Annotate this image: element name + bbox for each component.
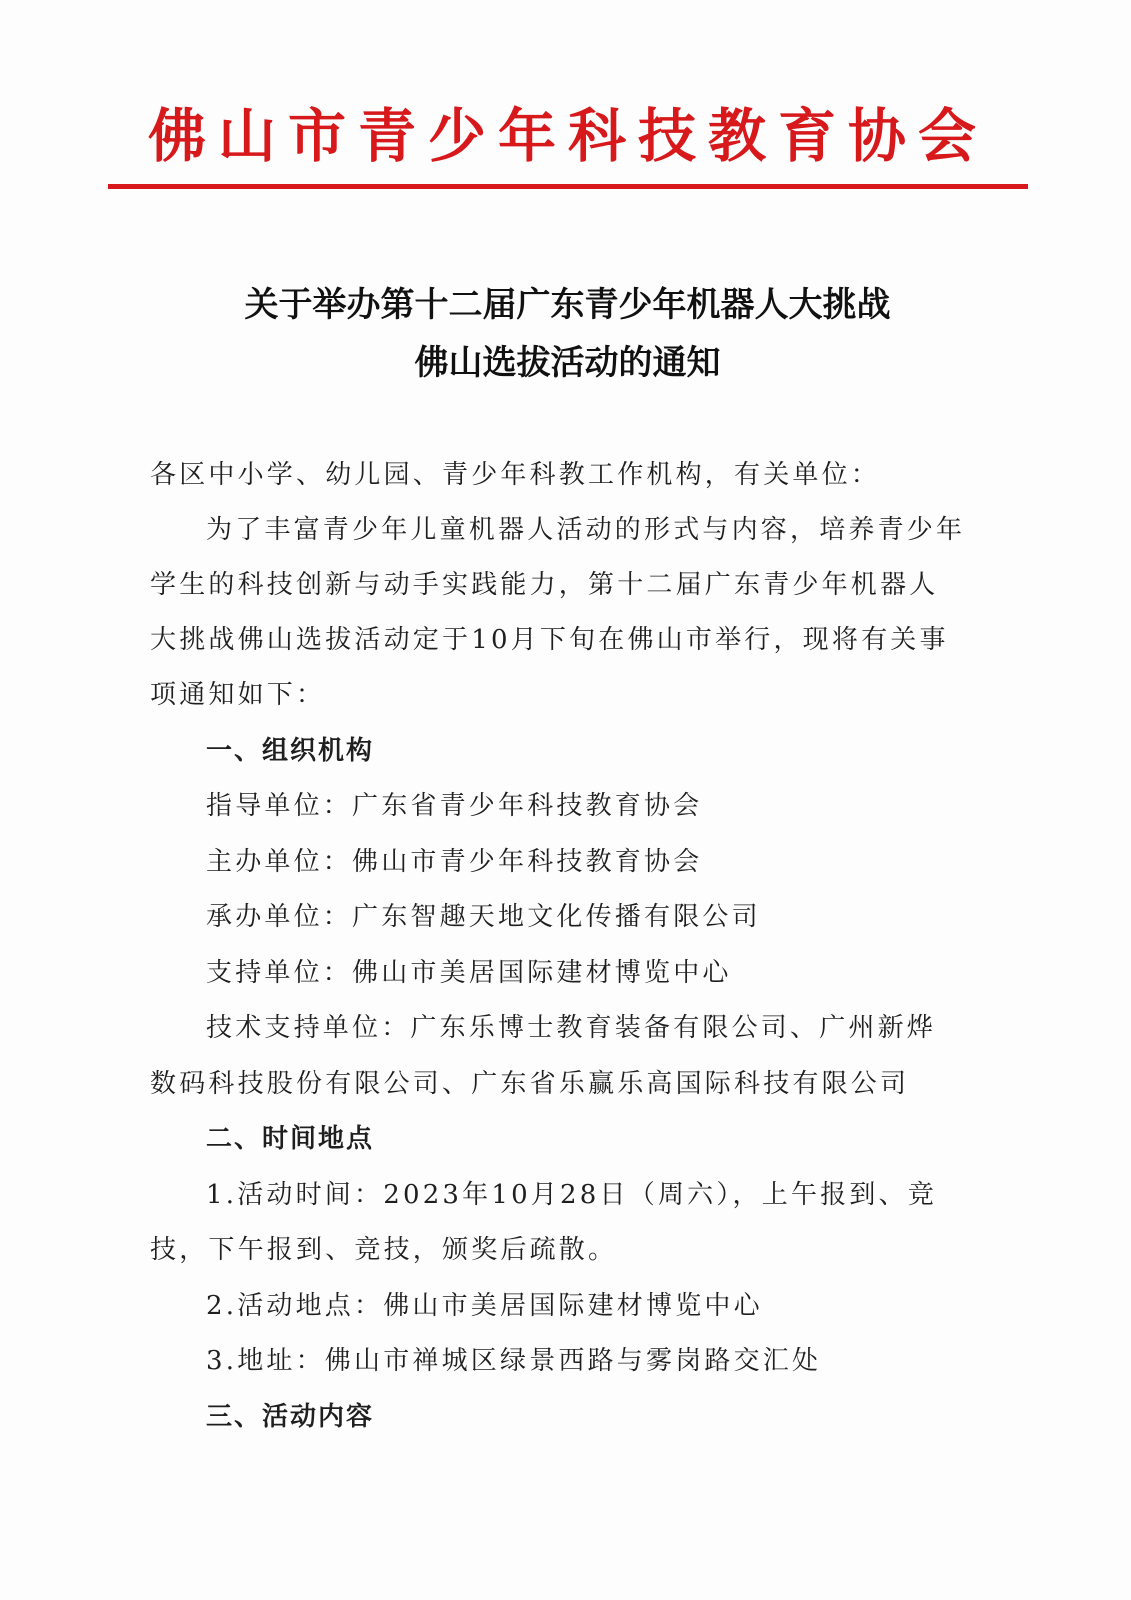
event-address: 3.地址：佛山市禅城区绿景西路与雾岗路交汇处: [206, 1346, 822, 1376]
document-title-line2: 佛山选拔活动的通知: [414, 343, 721, 383]
event-venue: 2.活动地点：佛山市美居国际建材博览中心: [206, 1291, 763, 1321]
section2-heading: 二、时间地点: [206, 1124, 375, 1154]
event-time-line-1: 1.活动时间：2023年10月28日（周六），上午报到、竞: [206, 1180, 937, 1210]
intro-line-3: 大挑战佛山选拔活动定于10月下旬在佛山市举行，现将有关事: [150, 625, 949, 655]
document-title-line1: 关于举办第十二届广东青少年机器人大挑战: [244, 285, 891, 325]
letterhead-org-name: 佛山市青少年科技教育协会: [147, 102, 988, 170]
organizer-unit: 承办单位：广东智趣天地文化传播有限公司: [206, 902, 761, 932]
intro-line-2: 学生的科技创新与动手实践能力，第十二届广东青少年机器人: [150, 570, 939, 600]
salutation: 各区中小学、幼儿园、青少年科教工作机构，有关单位：: [150, 460, 881, 490]
section1-heading: 一、组织机构: [206, 736, 375, 766]
tech-support-line-2: 数码科技股份有限公司、广东省乐赢乐高国际科技有限公司: [150, 1069, 910, 1099]
host-unit: 主办单位：佛山市青少年科技教育协会: [206, 847, 703, 877]
support-unit: 支持单位：佛山市美居国际建材博览中心: [206, 958, 732, 988]
letterhead-red-rule: [108, 184, 1028, 189]
intro-line-1: 为了丰富青少年儿童机器人活动的形式与内容，培养青少年: [206, 515, 966, 545]
guide-unit: 指导单位：广东省青少年科技教育协会: [206, 791, 703, 821]
intro-line-4: 项通知如下：: [150, 680, 326, 710]
section3-heading: 三、活动内容: [206, 1402, 375, 1432]
tech-support-line-1: 技术支持单位：广东乐博士教育装备有限公司、广州新烨: [206, 1013, 937, 1043]
event-time-line-2: 技，下午报到、竞技，颁奖后疏散。: [150, 1235, 618, 1265]
